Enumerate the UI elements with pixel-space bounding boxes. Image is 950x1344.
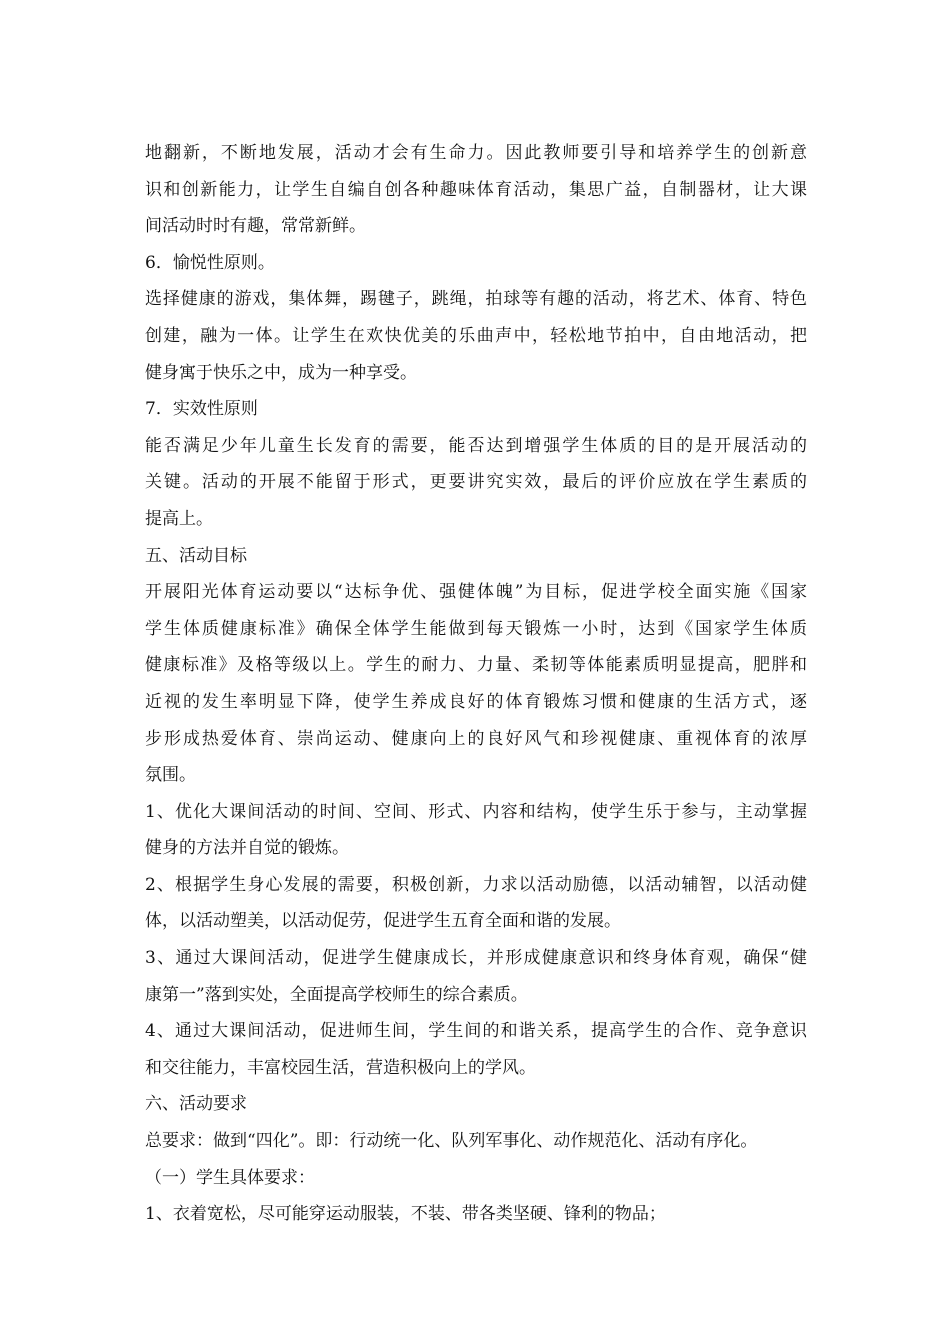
text-line: 创建，融为一体。让学生在欢快优美的乐曲声中，轻松地节拍中，自由地活动，把 (145, 325, 807, 346)
text-line: 开展阳光体育运动要以“达标争优、强健体魄”为目标，促进学校全面实施《国家 (145, 582, 807, 603)
text-line: 健身的方法并自觉的锻炼。 (145, 838, 349, 859)
text-line: 地翻新，不断地发展，活动才会有生命力。因此教师要引导和培养学生的创新意 (145, 143, 807, 163)
text-line: 能否满足少年儿童生长发育的需要，能否达到增强学生体质的目的是开展活动的 (145, 435, 807, 456)
list-item: 2、根据学生身心发展的需要，积极创新，力求以活动励德，以活动辅智，以活动健 (145, 874, 807, 895)
text-line: 间活动时时有趣，常常新鲜。 (145, 216, 366, 237)
subsection-heading: （一）学生具体要求： (145, 1167, 315, 1188)
text-line: 提高上。 (145, 508, 213, 529)
list-item: 3、通过大课间活动，促进学生健康成长，并形成健康意识和终身体育观，确保“健 (145, 948, 807, 969)
text-line: 学生体质健康标准》确保全体学生能做到每天锻炼一小时，达到《国家学生体质 (145, 618, 807, 639)
text-line: 近视的发生率明显下降，使学生养成良好的体育锻炼习惯和健康的生活方式，逐 (145, 691, 807, 712)
document-body (145, 135, 807, 1233)
list-item: 4、通过大课间活动，促进师生间，学生间的和谐关系，提高学生的合作、竞争意识 (145, 1021, 807, 1042)
list-item: 1、优化大课间活动的时间、空间、形式、内容和结构，使学生乐于参与，主动掌握 (145, 801, 807, 822)
text-line: 关键。活动的开展不能留于形式，更要讲究实效，最后的评价应放在学生素质的 (145, 472, 807, 493)
text-line: 识和创新能力，让学生自编自创各种趣味体育活动，集思广益，自制器材，让大课 (145, 179, 807, 200)
text-line: 选择健康的游戏，集体舞，踢毽子，跳绳，拍球等有趣的活动，将艺术、体育、特色 (145, 289, 807, 310)
text-line: 和交往能力，丰富校园生活，营造积极向上的学风。 (145, 1057, 536, 1078)
text-line: 氛围。 (145, 765, 196, 786)
section-heading: 六、活动要求 (145, 1094, 247, 1115)
text-line: 体，以活动塑美，以活动促劳，促进学生五育全面和谐的发展。 (145, 911, 621, 932)
text-line: 康第一”落到实处，全面提高学校师生的综合素质。 (145, 984, 528, 1005)
text-line: 总要求：做到“四化”。即：行动统一化、队列军事化、动作规范化、活动有序化。 (145, 1131, 758, 1152)
section-heading: 五、活动目标 (145, 545, 247, 566)
text-line: 健康标准》及格等级以上。学生的耐力、力量、柔韧等体能素质明显提高，肥胖和 (145, 655, 807, 676)
section-heading: 6．愉悦性原则。 (145, 252, 275, 273)
section-heading: 7．实效性原则 (145, 399, 258, 420)
list-item: 1、衣着宽松，尽可能穿运动服装，不装、带各类坚硬、锋利的物品； (145, 1204, 666, 1225)
text-line: 健身寓于快乐之中，成为一种享受。 (145, 362, 417, 383)
text-line: 步形成热爱体育、崇尚运动、健康向上的良好风气和珍视健康、重视体育的浓厚 (145, 728, 807, 749)
